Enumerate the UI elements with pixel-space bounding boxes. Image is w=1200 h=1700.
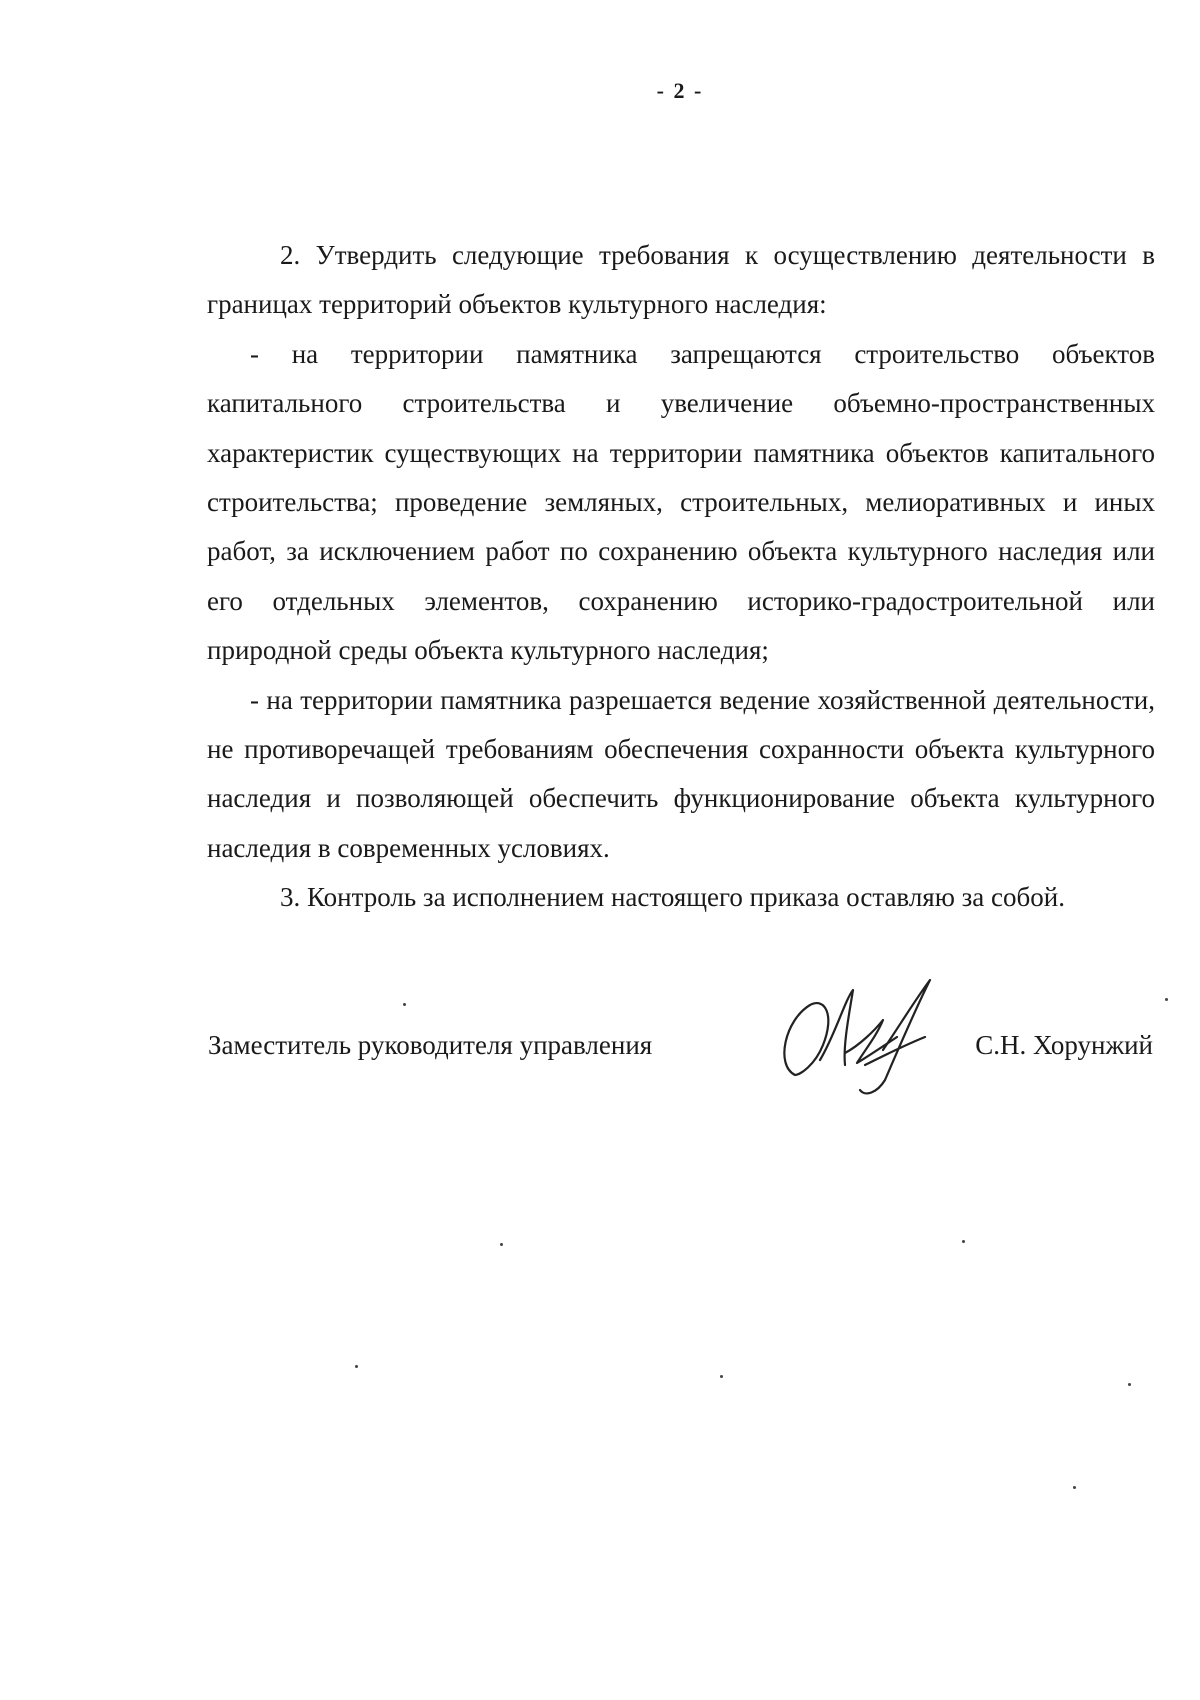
signatory-position: Заместитель руководителя управления (208, 1030, 653, 1060)
signatory-name: С.Н. Хорунжий (975, 1030, 1153, 1060)
scan-speck (500, 1243, 503, 1246)
signature-block (208, 1030, 1153, 1070)
scan-speck (403, 1003, 406, 1006)
paragraph-2: 2. Утвердить следующие требования к осуществлению деятельности в границах территорий объектов культурного наследия: (207, 240, 1155, 320)
scan-speck (962, 1240, 965, 1243)
paragraph-3: 3. Контроль за исполнением настоящего приказа оставляю за собой. (280, 882, 1065, 913)
scan-speck (720, 1375, 723, 1378)
scan-speck (1128, 1383, 1131, 1386)
paragraph-prohibited-activities: - на территории памятника запрещаются строительство объектов капитального строительства и увеличение объемно-пространственных характеристик существующих на территории памятника объектов капитального строительства; проведение земляных, строительных, мелиоративных и иных работ, за исключением работ по сохранению объекта культурного наследия или его отдельных элементов, сохранению историко-градостроительной или природной среды объекта культурного наследия; (207, 338, 1155, 666)
scan-speck (355, 1365, 358, 1368)
paragraph-permitted-activities: - на территории памятника разрешается ведение хозяйственной деятельности, не противоречащей требованиям обеспечения сохранности объекта культурного наследия и позволяющей обеспечить функционирование объекта культурного наследия в современных условиях. (207, 684, 1155, 863)
page-number: - 2 - (656, 78, 704, 103)
handwritten-signature (765, 975, 945, 1100)
scan-speck (1165, 998, 1168, 1001)
document-body (207, 231, 1155, 923)
scan-speck (1073, 1486, 1076, 1489)
